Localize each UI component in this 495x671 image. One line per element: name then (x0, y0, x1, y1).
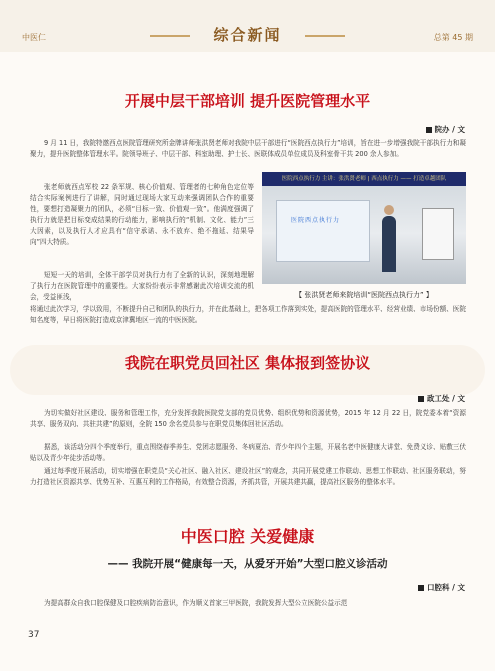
article1-paragraph-2: 张老师就西点军校 22 条军规、核心价值观、管理者的七种角色定位等结合实际案例进行了讲解，同时通过现场大家互动来强调团队合作的重要性，要想打造凝聚力的团队，必须“目标一致、价值观一致”。他满度强调了执行力就是把目标变成结果的行动能力，影响执行的“机制、文化、能力”三大因素，以及执行人才应具有“信守承诺、永不放弃、绝不拖延、结果导向”四大特质。 (30, 183, 254, 246)
article2-paragraph-3: 通过每季度开展活动，切实增强在职党员“关心社区、融入社区、建设社区”的观念，共同开展党建工作联动、思想工作联动、社区服务联动，努力打造社区资源共享、优势互补、互惠互利的工作格局，有效整合资源，齐抓共管，开展共建共赢，提高社区服务的整体水平。 (30, 467, 466, 486)
projection-screen (276, 200, 370, 262)
photo-banner: 医院西点执行力 主讲：张洪贤老师 | 西点执行力 —— 打造卓越团队 (262, 172, 466, 186)
article1-paragraph-1: 9 月 11 日，我院特邀西点医院管理研究所金牌讲师张洪贤老师对我院中层干部进行“医院西点执行力”培训，旨在进一步增强我院干部执行力和凝聚力，提升医院整体管理水平。院领导班子、中层干部、科室助理、护士长、医联体成员单位成员及科室骨干共 200 余人参加。 (30, 139, 466, 158)
article2-paragraph-1: 为切实做好社区建设、服务和管理工作，充分发挥我院医院党支部的党员优势、组织优势和资源优势，2015 年 12 月 22 日，院党委本着“资源共享、服务双向、共驻共建”的原则，全院 150 余名党员参与在职党员集体回社区活动。 (30, 409, 466, 428)
article1-title: 开展中层干部培训 提升医院管理水平 (124, 92, 371, 110)
article3-subtitle: —— 我院开展“健康每一天，从爱牙开始”大型口腔义诊活动 (107, 558, 388, 570)
header-left-text: 中医仁 (22, 33, 46, 42)
article1-paragraph-3: 短短一天的培训，全体干部学员对执行力有了全新的认识，深刻地理解了执行力在医院管理中的重要性。大家纷纷表示非常感谢此次培训交流的机会，受益匪浅， (30, 271, 254, 301)
article2-byline: 政工处 / 文 (418, 393, 465, 404)
article1-paragraph-4: 将通过此次学习，学以致用，不断提升自己和团队的执行力，并在此基础上，把各项工作落到实处，提高医院的管理水平、经营业绩、市场份额、医院知名度等，早日将医院打造成京津冀地区一流的中医医院。 (30, 305, 466, 324)
page-number: 37 (28, 630, 40, 640)
article3-paragraph-1: 为提高群众自我口腔保健及口腔疾病防治意识，作为顺义首家三甲医院，我院发挥大型公立医院公益示范 (44, 599, 348, 607)
issue-number: 总第 45 期 (433, 33, 473, 42)
section-title: 综合新闻 (150, 24, 345, 48)
screen-text: 医院西点执行力 (291, 217, 341, 224)
article1-byline: 院办 / 文 (426, 124, 465, 135)
page-header (0, 0, 495, 52)
speaker-figure (382, 216, 396, 272)
article3-byline: 口腔科 / 文 (418, 582, 465, 593)
article2-paragraph-2: 据悉，该活动分四个季度举行，重点围绕春季养生、党团志愿服务、冬病夏治、青少年四个主题，开展名老中医健康大讲堂、免费义诊、贴敷三伏贴以及青少年徒步活动等。 (30, 443, 466, 462)
article2-title: 我院在职党员回社区 集体报到签协议 (124, 354, 371, 372)
flip-board (422, 208, 454, 260)
article3-title: 中医口腔 关爱健康 (180, 527, 315, 546)
training-photo (262, 172, 466, 284)
photo-caption: 【 张洪贤老师来院培训“医院西点执行力” 】 (295, 291, 433, 299)
